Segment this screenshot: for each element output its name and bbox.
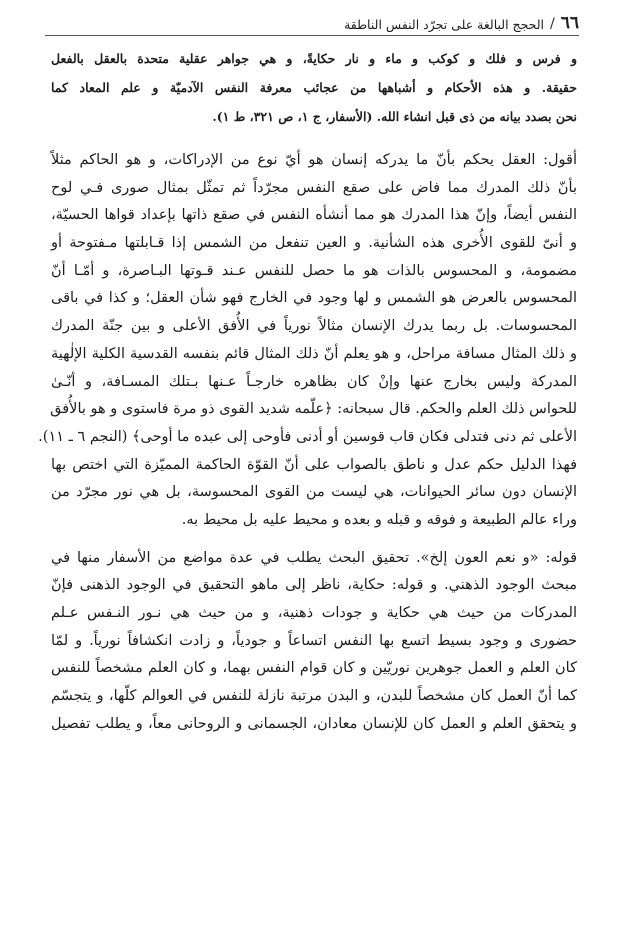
- body-line: كان العلم و العمل جوهرين نوريّين و كان قوام النفس بهما، و كان العلم مشخصاً للنفس: [51, 660, 577, 677]
- body-line: مبحث الوجود الذهني. و قوله: حكاية، ناظر إلى ماهو التحقيق في الوجود الذهنى فإنّ: [51, 577, 577, 594]
- body-line: حضورى و وجود بسيط اتسع بها النفس اتساعاً و جودياً، و زادت انكشافاً نورياً. و لمّا: [51, 632, 577, 649]
- body-line: و ذلك المثال مسافة مراحل، و هو يعلم أنّ ذلك المثال قائم بنفسه القدسية الكلية الإلٰهية: [51, 345, 577, 362]
- quote-line: و فرس و فلك و كوكب و ماء و نار حكايةً، و هي جواهر عقلية متحدة بالعقل بالفعل: [51, 51, 577, 66]
- page-number: ٦٦: [560, 13, 579, 33]
- body-line: المحسوسات. بل ربما يدرك الإنسان مثالاً نورياً في الأُفق الأعلى و بين جنّة المدرك: [51, 318, 577, 335]
- body-line: بأنّ ذلك المدرك مما فاض على صقع النفس مجرّداً ثم تمثّل بمثال صورى فـي لوح: [51, 179, 577, 196]
- body-line: الإنسان دون سائر الحيوانات، هي ليست من القوى المحسوسة، بل هي نور مجرّد من: [51, 484, 577, 501]
- body-line: الأعلى ثم دنى فتدلى فكان قاب قوسين أو أدنى فأوحى إلى عبده ما أوحى﴾ (النجم ٦ ـ ١١).: [38, 428, 577, 445]
- body-line: أقول: العقل يحكم بأنّ ما يدركه إنسان هو أيّ نوع من الإدراكات، و هو الحاكم مثلاً: [51, 152, 577, 168]
- body-line: وراء عالم الطبيعة و فوقه و قبله و بعده و محيط عليه بل محيط به.: [181, 511, 577, 528]
- body-line: كما أنّ العمل كان مشخصاً للبدن، و البدن مرتبة نازلة للنفس في العوالم كلّها، و يتجسّم: [51, 688, 577, 705]
- quoted-passage: [51, 44, 577, 131]
- body-line: مضمومة، و المحسوس بالذات هو ما حصل للنفس عـند قـوتها البـاصرة، و أمّـا أنّ: [51, 262, 577, 279]
- body-line: و يتحقق العلم و العمل كان للإنسان معادان، الجسمانى و الروحانى معاً، و يطلب تفصيل: [51, 715, 577, 732]
- body-line: المدركة وليس بخارج عنها وإنْ كان بظاهره خارجـاً عـنها بـتلك المسـافة، و أنّـىٰ: [51, 373, 577, 390]
- body-line: و أنىّ للقوى الأُخرى هذه الشأنية. و العين تنفعل من الشمس إذا قـابلتها مـفتوحة أو: [51, 235, 577, 252]
- body-line: النفس أيضاً، وإنّ هذا المدرك هو مما أنشأه النفس في صقع ذاتها بإعداد قواها الحسيّة،: [51, 207, 577, 224]
- body-line: فهذا الدليل حكم عدل و ناطق بالصواب على أنّ القوّة الحاكمة المميّزة التي اختص بها: [51, 456, 577, 473]
- body-line: المدركات من حيث هي حكاية و جودات ذهنية، و من حيث هي نـور النـفس عـلم: [51, 605, 577, 621]
- header-separator: /: [550, 16, 555, 32]
- body-line: قوله: «و نعم العون إلخ». تحقيق البحث يطلب في عدة مواضع من الأسفار منها في: [51, 549, 577, 566]
- running-title: الحجج البالغة على تجرّد النفس الناطقة: [344, 17, 545, 32]
- body-line: للحواس ذلك العلم والحكم. قال سبحانه: ﴿علّمه شديد القوى ذو مرة فاستوى و هو بالأُفق: [50, 401, 577, 418]
- body-line: المحسوس بالعرض هو الشمس و لها وجود في الخارج فهو شأن العقل؛ و كذا في باقى: [51, 290, 577, 307]
- quote-line: حقيقة. و هذه الأحكام و أشباهها من عجائب معرفة النفس الآدميّة و علم المعاد كما: [51, 80, 577, 95]
- commentary-text: [38, 147, 577, 738]
- quote-line: نحن بصدد بيانه من ذى قبل انشاء الله. (الأسفار، ج ١، ص ٣٢١، ط ١).: [212, 109, 577, 124]
- running-header: [45, 8, 579, 36]
